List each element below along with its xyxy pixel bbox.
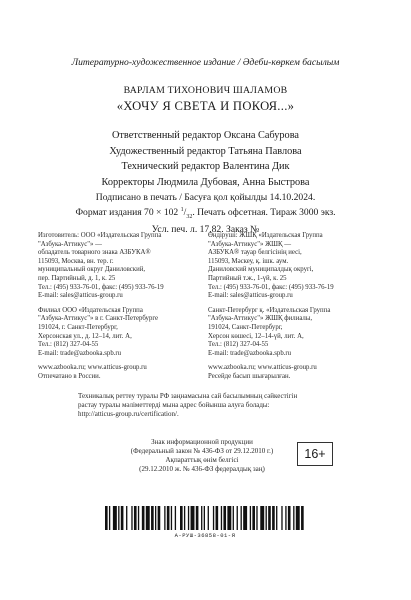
editorial-credits	[0, 128, 411, 190]
publisher-ru: Изготовитель: ООО «Издательская Группа "Азбука-Аттикус"» — обладатель товарного знака АЗБУКА® 115093, Москва, вн. тер. г. муниципальный округ Даниловский, пер. Партийный, д. 1, к. 25 Тел.: (495) 933-76-01, факс: (495) 933-76-19 E-mail: sales@atticus-group.ru	[38, 232, 164, 300]
web-kz: www.azbooka.ru; www.atticus-group.ru Ресейде басып шығарылған.	[208, 364, 317, 380]
credit-line: Ответственный редактор Оксана Сабурова	[111, 130, 300, 141]
barcode-number: А-РУШ-36858-01-Я	[174, 532, 236, 539]
age-rating-badge: 16+	[297, 442, 333, 466]
web-ru: www.azbooka.ru; www.atticus-group.ru Отпечатано в России.	[38, 364, 147, 380]
edition-line: Литературно-художественное издание / Әдеби-көркем басылым	[71, 57, 340, 68]
credit-line: Художественный редактор Татьяна Павлова	[109, 145, 302, 157]
signed-for-print: Подписано в печать / Басуға қол қойылды 14.10.2024.	[95, 192, 316, 203]
publisher-kz: Өндіруші: ЖШҚ «Издательская Группа "Азбука-Аттикус"» ЖШҚ — АЗБУКА® тауар белгісінің иесі, 115093, Мәскеу, қ. ішк. аум. Даниловский муниципалдық округі, Партийный т.ж., 1-үй, к. 25 Тел.: (495) 933-76-01, факс: (495) 933-76-19 E-mail: sales@atticus-group.ru	[208, 232, 334, 300]
credit-line: Технический редактор Валентина Дик	[121, 161, 290, 172]
publisher-info	[38, 232, 378, 382]
publisher-block-branch	[38, 307, 378, 359]
certification-note: Техникалық реттеу туралы РФ заңнамасына сай басылымның сәйкестігін растау туралы мәліметтерді мына адрес бойынша алуға болады: http://atticus-group.ru/certification/.	[78, 392, 298, 418]
barcode-icon	[105, 506, 305, 530]
publisher-block-web	[38, 364, 378, 381]
print-details	[0, 192, 411, 236]
author-name: ВАРЛАМ ТИХОНОВИЧ ШАЛАМОВ	[123, 85, 288, 96]
publisher-block-main	[38, 232, 378, 301]
format-line: Формат издания 70 × 102 $^1/_{32}$. Печать офсетная. Тираж 3000 экз.	[75, 207, 336, 221]
book-title: «ХОЧУ Я СВЕТА И ПОКОЯ...»	[116, 99, 295, 113]
branch-kz: Санкт-Петербург қ. «Издательская Группа "Азбука-Аттикус"» ЖШҚ филиалы, 191024, Санкт-Петербург, Херсон көшесі, 12–14-үй, лит. А, Тел.: (812) 327-04-55 E-mail: trade@azbooka.spb.ru	[208, 306, 331, 357]
print-sheets-line: Усл. печ. л. 17,82. Заказ №	[151, 223, 260, 235]
branch-ru: Филиал ООО «Издательская Группа "Азбука-Аттикус"» в г. Санкт-Петербурге 191024, г. Санкт-Петербург, Херсонская ул., д. 12–14, лит. А, Тел.: (812) 327-04-55 E-mail: trade@azbooka.spb.ru	[38, 306, 159, 357]
information-product-mark: Знак информационной продукции (Федеральный закон № 436-ФЗ от 29.12.2010 г.) Ақпараттық өнім белгісі (29.12.2010 ж. № 436-ФЗ федералдық заң)	[130, 438, 274, 473]
credit-line: Корректоры Людмила Дубовая, Анна Быстрова	[101, 176, 310, 188]
